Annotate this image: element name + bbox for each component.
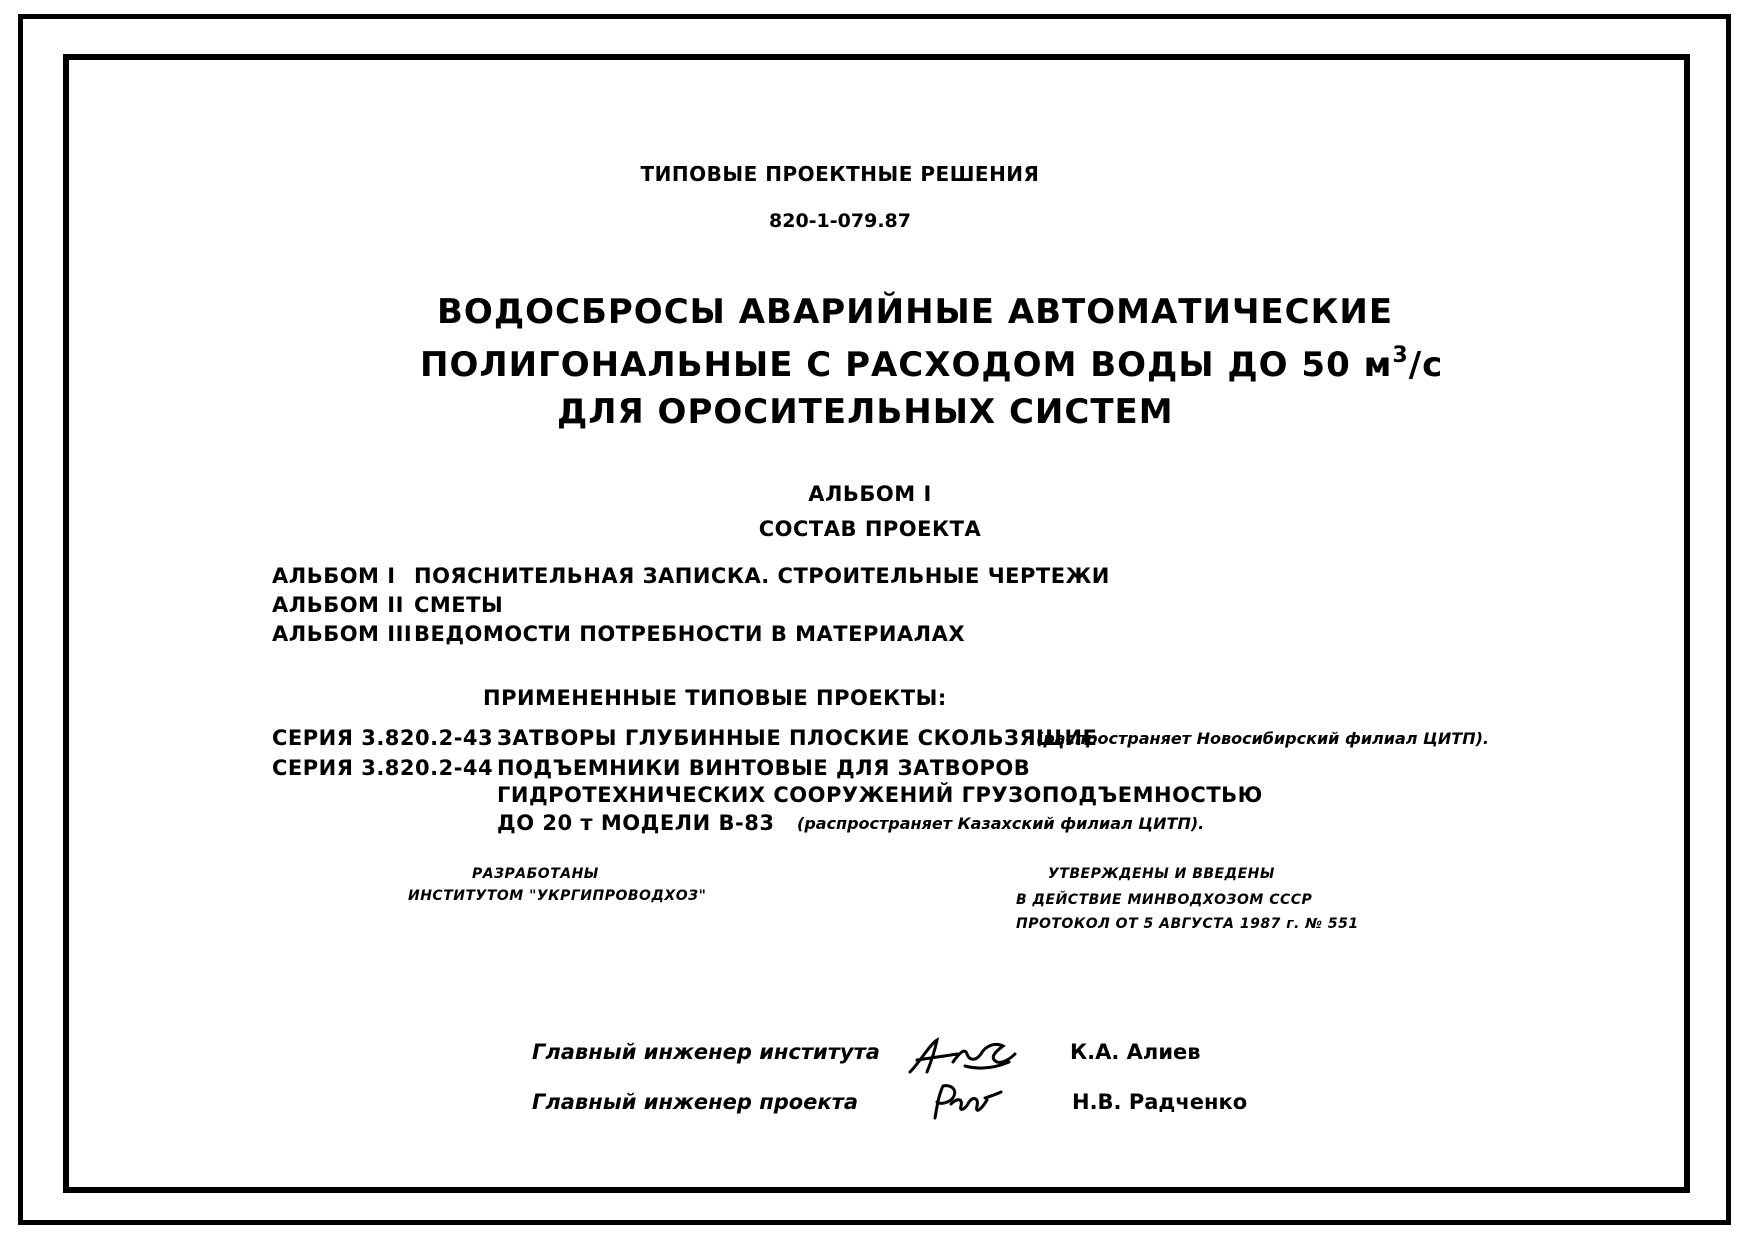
approved-line-3: ПРОТОКОЛ ОТ 5 АВГУСТА 1987 г. № 551 — [1016, 916, 1359, 932]
title-line-1: ВОДОСБРОСЫ АВАРИЙНЫЕ АВТОМАТИЧЕСКИЕ — [437, 292, 1394, 332]
signature-role-1: Главный инженер института — [532, 1040, 880, 1064]
title-line-3: ДЛЯ ОРОСИТЕЛЬНЫХ СИСТЕМ — [557, 392, 1174, 432]
series-2-note: (распространяет Казахский филиал ЦИТП). — [797, 814, 1205, 833]
album-item-1-num: АЛЬБОМ I — [272, 564, 396, 588]
album-label: АЛЬБОМ I — [808, 482, 932, 506]
signature-role-2: Главный инженер проекта — [532, 1090, 859, 1114]
document-code: 820-1-079.87 — [769, 210, 911, 232]
title-line-2 — [420, 345, 1443, 385]
series-2-code: СЕРИЯ 3.820.2-44 — [272, 756, 494, 780]
applied-title: ПРИМЕНЕННЫЕ ТИПОВЫЕ ПРОЕКТЫ: — [483, 686, 947, 710]
signature-name-1: К.А. Алиев — [1070, 1040, 1201, 1064]
signature-name-2: Н.В. Радченко — [1072, 1090, 1248, 1114]
approved-line-1: УТВЕРЖДЕНЫ И ВВЕДЕНЫ — [1048, 866, 1275, 882]
album-item-2-num: АЛЬБОМ II — [272, 593, 404, 617]
album-item-3-num: АЛЬБОМ III — [272, 622, 413, 646]
album-item-3-desc: ВЕДОМОСТИ ПОТРЕБНОСТИ В МАТЕРИАЛАХ — [414, 622, 966, 646]
document-type: ТИПОВЫЕ ПРОЕКТНЫЕ РЕШЕНИЯ — [640, 162, 1040, 186]
handwritten-signature-1-icon — [905, 1032, 1020, 1080]
series-1-code: СЕРИЯ 3.820.2-43 — [272, 726, 494, 750]
album-item-2-desc: СМЕТЫ — [414, 593, 504, 617]
handwritten-signature-2-icon — [925, 1080, 1005, 1125]
series-1-note: (распространяет Новосибирский филиал ЦИТП). — [1036, 729, 1489, 748]
series-1-line-1: ЗАТВОРЫ ГЛУБИННЫЕ ПЛОСКИЕ СКОЛЬЗЯЩИЕ — [497, 726, 1098, 750]
title-line-2-sup: 3 — [1392, 343, 1409, 368]
series-2-line-2: ГИДРОТЕХНИЧЕСКИХ СООРУЖЕНИЙ ГРУЗОПОДЪЕМНОСТЬЮ — [497, 783, 1263, 807]
developed-line-2: ИНСТИТУТОМ "УКРГИПРОВОДХОЗ" — [408, 888, 707, 904]
album-item-1-desc: ПОЯСНИТЕЛЬНАЯ ЗАПИСКА. СТРОИТЕЛЬНЫЕ ЧЕРТЕЖИ — [414, 564, 1110, 588]
title-line-2-main: ПОЛИГОНАЛЬНЫЕ С РАСХОДОМ ВОДЫ ДО 50 м — [420, 345, 1393, 385]
developed-line-1: РАЗРАБОТАНЫ — [472, 866, 599, 882]
series-2-line-1: ПОДЪЕМНИКИ ВИНТОВЫЕ ДЛЯ ЗАТВОРОВ — [497, 756, 1031, 780]
approved-line-2: В ДЕЙСТВИЕ МИНВОДХОЗОМ СССР — [1016, 892, 1313, 908]
composition-title: СОСТАВ ПРОЕКТА — [758, 517, 982, 541]
title-line-2-tail: /с — [1408, 345, 1444, 385]
series-2-line-3: ДО 20 т МОДЕЛИ В-83 — [497, 811, 775, 835]
